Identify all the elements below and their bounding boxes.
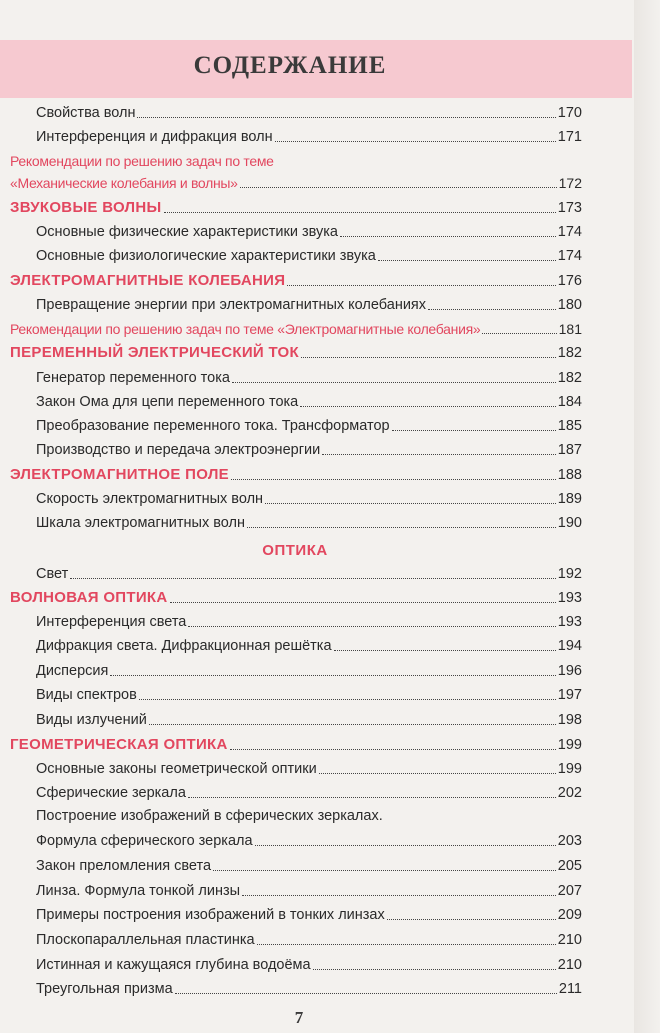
toc-section[interactable] — [10, 344, 582, 362]
toc-entry-page: 182 — [557, 370, 582, 386]
toc-entry-page: 193 — [557, 590, 582, 606]
leader-dots — [164, 212, 556, 213]
leader-dots — [387, 919, 556, 920]
toc-section[interactable] — [10, 466, 582, 484]
toc-entry-title: Формула сферического зеркала — [36, 833, 253, 849]
page-title: СОДЕРЖАНИЕ — [193, 52, 387, 79]
toc-entry[interactable] — [36, 931, 582, 949]
toc-section-title: ПЕРЕМЕННЫЙ ЭЛЕКТРИЧЕСКИЙ ТОК — [10, 344, 299, 361]
toc-entry-title: Дифракция света. Дифракционная решётка — [36, 638, 332, 654]
toc-entry-title: Скорость электромагнитных волн — [36, 491, 264, 507]
leader-dots — [242, 895, 556, 896]
toc-entry-page: 184 — [557, 394, 582, 410]
leader-dots — [287, 285, 555, 286]
leader-dots — [110, 675, 555, 676]
toc-entry-title: Истинная и кажущаяся глубина водоёма — [36, 957, 311, 973]
leader-dots — [137, 117, 555, 118]
leader-dots — [232, 382, 556, 383]
toc-entry-title: Треугольная призма — [36, 981, 173, 997]
leader-dots — [139, 699, 556, 700]
leader-dots — [322, 454, 556, 455]
leader-dots — [240, 187, 557, 188]
leader-dots — [230, 749, 556, 750]
toc-entry[interactable] — [36, 514, 582, 532]
toc-recommendation[interactable] — [10, 174, 582, 192]
toc-section-title: ЭЛЕКТРОМАГНИТНЫЕ КОЛЕБАНИЯ — [10, 272, 286, 289]
toc-entry-title: Шкала электромагнитных волн — [36, 515, 245, 531]
toc-recommendation[interactable] — [10, 320, 582, 338]
leader-dots — [70, 578, 556, 579]
toc-entry[interactable] — [36, 128, 582, 146]
toc-entry-title: Плоскопараллельная пластинка — [36, 932, 255, 948]
toc-entry-title: Преобразование переменного тока. Трансформатор — [36, 418, 390, 434]
toc-entry-title: Свет — [36, 566, 69, 582]
toc-entry-page: 203 — [557, 833, 582, 849]
toc-section[interactable] — [10, 589, 582, 607]
leader-dots — [301, 357, 556, 358]
leader-dots — [149, 724, 556, 725]
leader-dots — [247, 527, 556, 528]
toc-entry-title: Производство и передача электроэнергии — [36, 442, 321, 458]
recommendation-line: Рекомендации по решению задач по теме — [10, 153, 274, 169]
page-edge-shadow — [634, 0, 660, 1033]
toc-part-heading[interactable]: ОПТИКА — [262, 542, 328, 559]
toc-section-title: ЗВУКОВЫЕ ВОЛНЫ — [10, 199, 162, 216]
toc-entry[interactable] — [36, 565, 582, 583]
toc-entry[interactable] — [36, 393, 582, 411]
toc-entry[interactable] — [36, 296, 582, 314]
toc-entry-page: 209 — [557, 907, 582, 923]
toc-entry[interactable] — [36, 247, 582, 265]
toc-entry-title: Основные физиологические характеристики звука — [36, 248, 376, 264]
leader-dots — [231, 479, 556, 480]
toc-entry-title: Свойства волн — [36, 105, 136, 121]
toc-section[interactable] — [10, 199, 582, 217]
toc-entry-page: 210 — [557, 932, 582, 948]
toc-entry-page: 172 — [558, 175, 582, 191]
toc-entry-page: 176 — [557, 273, 582, 289]
toc-entry-page: 188 — [557, 467, 582, 483]
leader-dots — [313, 969, 556, 970]
toc-entry[interactable] — [36, 369, 582, 387]
toc-entry-page: 207 — [557, 883, 582, 899]
toc-entry[interactable] — [36, 956, 582, 974]
toc-entry[interactable] — [36, 760, 582, 778]
toc-entry-title: Сферические зеркала — [36, 785, 186, 801]
leader-dots — [175, 993, 557, 994]
toc-entry-page: 171 — [557, 129, 582, 145]
toc-entry-page: 189 — [557, 491, 582, 507]
toc-entry[interactable] — [36, 980, 582, 998]
leader-dots — [334, 650, 556, 651]
leader-dots — [392, 430, 556, 431]
toc-entry-title: Рекомендации по решению задач по теме «Электромагнитные колебания» — [10, 321, 481, 337]
toc-entry-page: 193 — [557, 614, 582, 630]
toc-entry-page: 210 — [557, 957, 582, 973]
toc-entry-page: 196 — [557, 663, 582, 679]
leader-dots — [188, 626, 555, 627]
toc-entry[interactable] — [36, 613, 582, 631]
toc-entry-page: 211 — [558, 981, 582, 997]
toc-section[interactable] — [10, 272, 582, 290]
toc-entry-page: 180 — [557, 297, 582, 313]
toc-entry-title: Интерференция света — [36, 614, 187, 630]
toc-entry-page: 199 — [557, 761, 582, 777]
toc-entry-page: 173 — [557, 200, 582, 216]
toc-entry-title: Примеры построения изображений в тонких линзах — [36, 907, 385, 923]
toc-entry-title: Интерференция и дифракция волн — [36, 129, 273, 145]
toc-entry-page: 181 — [558, 321, 582, 337]
toc-section-title: ЭЛЕКТРОМАГНИТНОЕ ПОЛЕ — [10, 466, 229, 483]
toc-entry-page: 198 — [557, 712, 582, 728]
toc-entry-title: Превращение энергии при электромагнитных колебаниях — [36, 297, 427, 313]
leader-dots — [170, 602, 556, 603]
toc-entry-page: 192 — [557, 566, 582, 582]
leader-dots — [319, 773, 556, 774]
toc-entry-page: 199 — [557, 737, 582, 753]
toc-entry[interactable] — [36, 686, 582, 704]
toc-entry[interactable] — [36, 662, 582, 680]
toc-entry-title: Генератор переменного тока — [36, 370, 230, 386]
toc-entry-page: 174 — [557, 224, 582, 240]
leader-dots — [482, 333, 556, 334]
toc-section-title: ВОЛНОВАЯ ОПТИКА — [10, 589, 168, 606]
toc-entry-title: Виды спектров — [36, 687, 137, 703]
toc-entry[interactable] — [36, 637, 582, 655]
toc-entry-page: 205 — [557, 858, 582, 874]
toc-entry[interactable] — [36, 711, 582, 729]
leader-dots — [257, 944, 556, 945]
leader-dots — [378, 260, 556, 261]
toc-entry[interactable] — [36, 104, 582, 122]
toc-entry-title-line1[interactable]: Построение изображений в сферических зеркалах. — [36, 808, 383, 824]
toc-section-title: ГЕОМЕТРИЧЕСКАЯ ОПТИКА — [10, 736, 228, 753]
toc-entry[interactable] — [36, 906, 582, 924]
toc-entry[interactable] — [36, 223, 582, 241]
toc-entry-page: 187 — [557, 442, 582, 458]
leader-dots — [340, 236, 556, 237]
toc-entry[interactable] — [36, 417, 582, 435]
toc-entry-page: 174 — [557, 248, 582, 264]
toc-entry-page: 194 — [557, 638, 582, 654]
toc-entry-title: Основные физические характеристики звука — [36, 224, 338, 240]
toc-entry[interactable] — [36, 784, 582, 802]
toc-entry-title: Закон преломления света — [36, 858, 212, 874]
toc-entry[interactable] — [36, 490, 582, 508]
leader-dots — [255, 845, 556, 846]
toc-section[interactable] — [10, 736, 582, 754]
toc-entry[interactable] — [36, 441, 582, 459]
toc-entry-title: Виды излучений — [36, 712, 147, 728]
toc-entry-page: 185 — [557, 418, 582, 434]
toc-entry[interactable] — [36, 857, 582, 875]
toc-entry-page: 182 — [557, 345, 582, 361]
toc-entry-title: Линза. Формула тонкой линзы — [36, 883, 241, 899]
toc-entry-title: «Механические колебания и волны» — [10, 175, 238, 191]
page-number: 7 — [294, 1008, 304, 1027]
toc-entry[interactable] — [36, 832, 582, 850]
leader-dots — [188, 797, 556, 798]
leader-dots — [265, 503, 556, 504]
toc-entry[interactable] — [36, 882, 582, 900]
leader-dots — [213, 870, 556, 871]
leader-dots — [275, 141, 556, 142]
toc-entry-title: Дисперсия — [36, 663, 109, 679]
toc-entry-page: 190 — [557, 515, 582, 531]
toc-entry-title: Основные законы геометрической оптики — [36, 761, 317, 777]
leader-dots — [428, 309, 556, 310]
toc-entry-title: Закон Ома для цепи переменного тока — [36, 394, 299, 410]
toc-entry-page: 197 — [557, 687, 582, 703]
toc-entry-page: 170 — [557, 105, 582, 121]
toc-entry-page: 202 — [557, 785, 582, 801]
leader-dots — [300, 406, 556, 407]
